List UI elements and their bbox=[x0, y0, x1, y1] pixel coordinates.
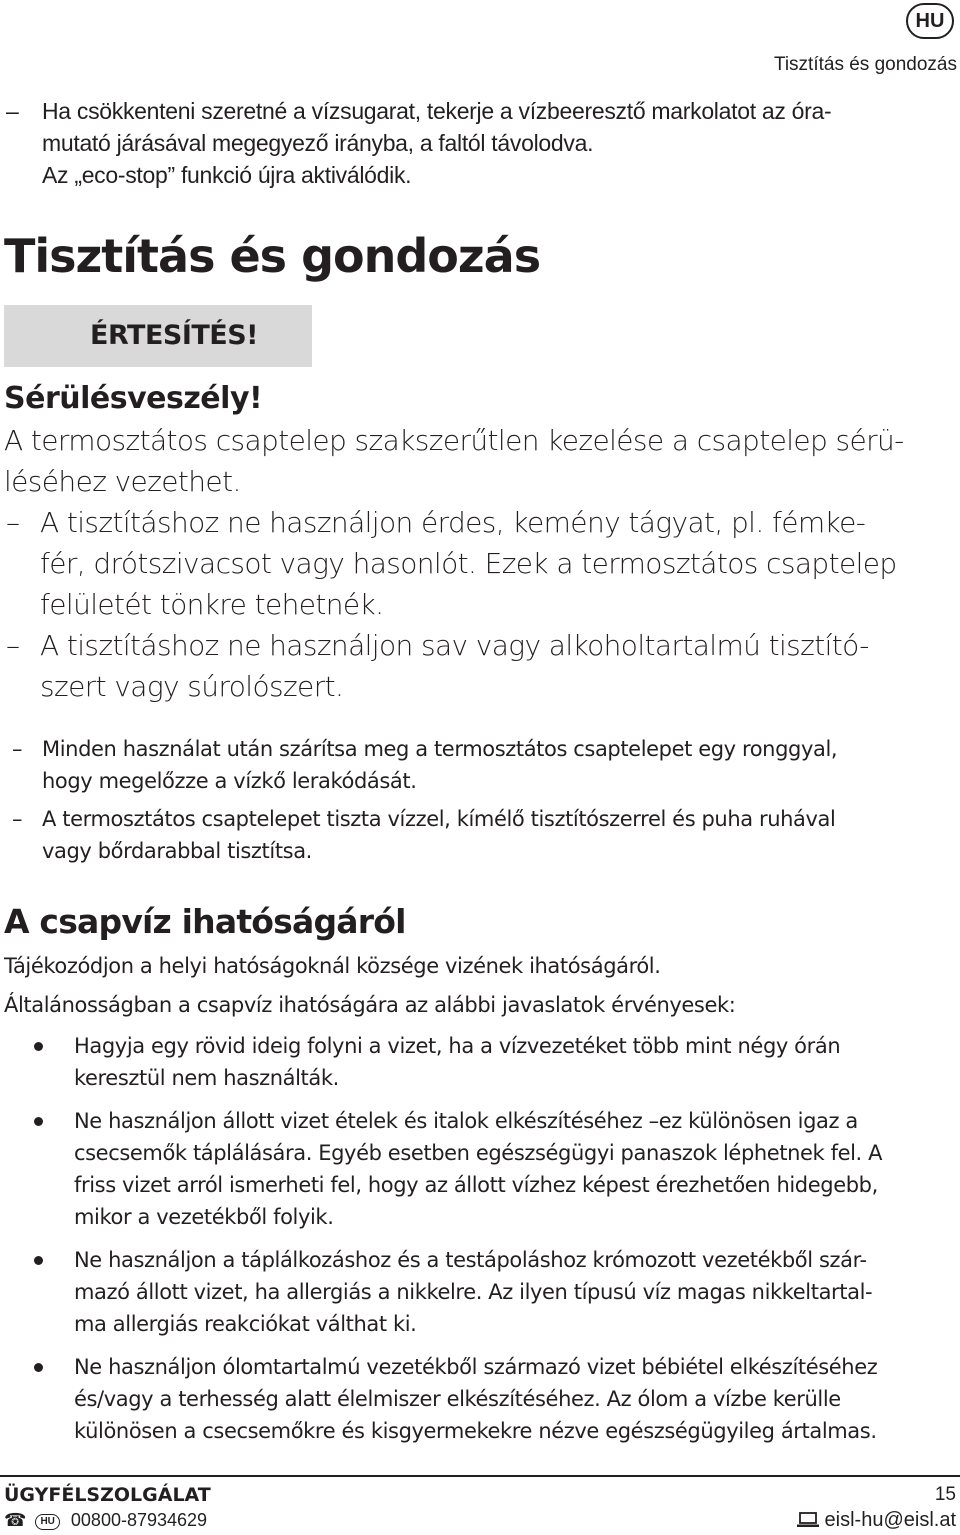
care-item-line: vagy bőrdarabbal tisztítsa. bbox=[42, 839, 312, 863]
care-item-line: hogy megelőzze a vízkő lerakódását. bbox=[42, 769, 417, 793]
intro-line: mutató járásával megegyező irányba, a faltól távolodva. bbox=[42, 130, 594, 156]
page-number: 15 bbox=[934, 1484, 956, 1505]
dash-marker: – bbox=[6, 629, 20, 662]
paragraph: Általánosságban a csapvíz ihatóságára az alábbi javaslatok érvényesek: bbox=[4, 993, 736, 1017]
section-title-drinking-water: A csapvíz ihatóságáról bbox=[4, 902, 406, 941]
risk-item bbox=[4, 502, 954, 625]
paragraph: Tájékozódjon a helyi hatóságoknál községe vizének ihatóságáról. bbox=[4, 954, 661, 978]
dash-marker: – bbox=[12, 807, 23, 831]
list-item-line: csecsemők táplálására. Egyéb esetben egészségügyi panaszok léphetnek fel. A bbox=[74, 1141, 883, 1165]
phone-number: 00800-87934629 bbox=[70, 1510, 208, 1530]
care-item bbox=[12, 803, 952, 867]
list-item bbox=[30, 1030, 958, 1094]
list-item-line: Ne használjon állott vizet ételek és italok elkészítéséhez –ez különösen igaz a bbox=[74, 1109, 858, 1133]
bullet-icon bbox=[34, 1042, 43, 1051]
bullet-icon bbox=[34, 1117, 43, 1126]
intro-item bbox=[6, 95, 946, 191]
dash-marker: – bbox=[6, 506, 20, 539]
care-item bbox=[12, 733, 952, 797]
list-item-line: ma allergiás reakciókat válthat ki. bbox=[74, 1312, 417, 1336]
list-item-line: keresztül nem használták. bbox=[74, 1066, 339, 1090]
bullet-icon bbox=[34, 1363, 43, 1372]
dash-marker: – bbox=[6, 98, 19, 124]
laptop-icon bbox=[797, 1512, 819, 1528]
list-item-line: friss vizet arról ismerheti fel, hogy az állott vízhez képest érezhetően hidegebb, bbox=[74, 1173, 878, 1197]
section-title-cleaning: Tisztítás és gondozás bbox=[4, 229, 541, 283]
list-item bbox=[30, 1351, 958, 1447]
service-email bbox=[797, 1507, 956, 1533]
customer-service-title: ÜGYFÉLSZOLGÁLAT bbox=[4, 1484, 211, 1506]
risk-title: Sérülésveszély! bbox=[4, 381, 263, 416]
service-phone bbox=[4, 1507, 207, 1533]
list-item-line: különösen a csecsemőkre és kisgyermekekre nézve egészségügyileg ártalmas. bbox=[74, 1419, 877, 1443]
recommendation-list bbox=[30, 1030, 958, 1458]
running-header-title: Tisztítás és gondozás bbox=[773, 54, 957, 75]
footer-divider bbox=[0, 1475, 960, 1477]
dash-marker: – bbox=[12, 737, 23, 761]
notice-label: ÉRTESÍTÉS! bbox=[90, 320, 258, 351]
risk-line: léséhez vezethet. bbox=[4, 465, 241, 498]
list-item-line: Ne használjon ólomtartalmú vezetékből származó vizet bébiétel elkészítéséhez bbox=[74, 1355, 878, 1379]
risk-item-line: szert vagy súrolószert. bbox=[40, 670, 344, 703]
risk-item-line: A tisztításhoz ne használjon sav vagy alkoholtartalmú tisztító- bbox=[40, 629, 869, 662]
email-address[interactable]: eisl-hu@eisl.at bbox=[824, 1509, 956, 1531]
care-instructions bbox=[12, 733, 952, 873]
risk-item-line: A tisztításhoz ne használjon érdes, kemény tágyat, pl. fémke- bbox=[40, 506, 866, 539]
risk-warning-body bbox=[4, 420, 954, 707]
care-item-line: Minden használat után szárítsa meg a termosztátos csaptelepet egy ronggyal, bbox=[42, 737, 838, 761]
list-item bbox=[30, 1105, 958, 1233]
risk-item bbox=[4, 625, 954, 707]
bullet-icon bbox=[34, 1256, 43, 1265]
intro-instructions bbox=[6, 95, 946, 191]
list-item bbox=[30, 1244, 958, 1340]
care-item-line: A termosztátos csaptelepet tiszta vízzel, kímélő tisztítószerrel és puha ruhával bbox=[42, 807, 836, 831]
notice-banner bbox=[4, 305, 312, 367]
intro-line: Ha csökkenteni szeretné a vízsugarat, tekerje a vízbeeresztő markolatot az óra- bbox=[42, 98, 832, 124]
list-item-line: mikor a vezetékből folyik. bbox=[74, 1205, 334, 1229]
intro-line: Az „eco-stop” funkció újra aktiválódik. bbox=[42, 162, 412, 188]
risk-item-line: fér, drótszivacsot vagy hasonlót. Ezek a termosztátos csaptelep bbox=[40, 547, 897, 580]
list-item-line: Ne használjon a táplálkozáshoz és a testápoláshoz krómozott vezetékből szár- bbox=[74, 1248, 867, 1272]
risk-item-line: felületét tönkre tehetnék. bbox=[40, 588, 384, 621]
list-item-line: és/vagy a terhesség alatt élelmiszer elkészítéséhez. Az ólom a vízbe kerülle bbox=[74, 1387, 841, 1411]
phone-icon: ☎ bbox=[4, 1510, 27, 1530]
list-item-line: Hagyja egy rövid ideig folyni a vizet, ha a vízvezetéket több mint négy órán bbox=[74, 1034, 841, 1058]
language-badge: HU bbox=[906, 3, 954, 39]
country-badge: HU bbox=[35, 1514, 59, 1530]
risk-line: A termosztátos csaptelep szakszerűtlen kezelése a csaptelep sérü- bbox=[4, 424, 904, 457]
list-item-line: mazó állott vizet, ha allergiás a nikkelre. Az ilyen típusú víz magas nikkeltartal- bbox=[74, 1280, 873, 1304]
